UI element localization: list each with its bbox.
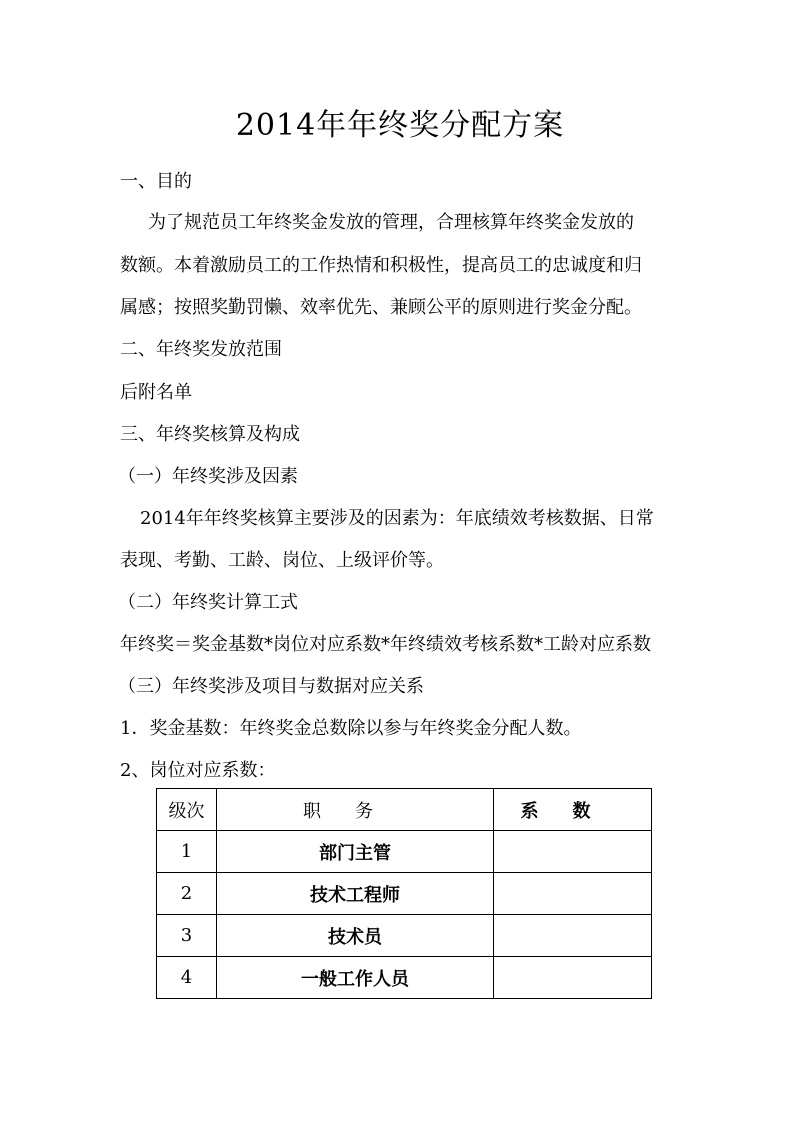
table-row	[157, 957, 652, 999]
table-cell	[494, 915, 652, 957]
paragraph-line: 2、岗位对应系数：	[120, 760, 276, 781]
table-header-cell: 职务	[217, 789, 494, 831]
table-cell: 4	[157, 957, 217, 999]
paragraph-line: 为了规范员工年终奖金发放的管理，合理核算年终奖金发放的	[148, 212, 634, 233]
table-cell: 技术工程师	[217, 873, 494, 915]
table-cell	[494, 957, 652, 999]
subsection-heading: （一）年终奖涉及因素	[118, 466, 298, 487]
table-cell: 技术员	[217, 915, 494, 957]
table-header-cell: 级次	[157, 789, 217, 831]
table-row	[157, 831, 652, 873]
paragraph-line: 属感；按照奖勤罚懒、效率优先、兼顾公平的原则进行奖金分配。	[120, 297, 642, 318]
paragraph-line: 表现、考勤、工龄、岗位、上级评价等。	[120, 550, 444, 571]
table-cell: 2	[157, 873, 217, 915]
paragraph-line: 1．奖金基数：年终奖金总数除以参与年终奖金分配人数。	[120, 718, 582, 739]
table-cell: 部门主管	[217, 831, 494, 873]
table-header-cell: 系数	[494, 789, 652, 831]
coefficient-table	[156, 788, 652, 999]
table-row	[157, 915, 652, 957]
document-title: 2014年年终奖分配方案	[235, 108, 565, 143]
paragraph-line: 数额。本着激励员工的工作热情和积极性，提高员工的忠诚度和归	[120, 255, 642, 276]
section-1-heading: 一、目的	[120, 171, 192, 192]
table-cell: 3	[157, 915, 217, 957]
table-header-row	[157, 789, 652, 831]
table-row	[157, 873, 652, 915]
formula-line: 年终奖＝奖金基数*岗位对应系数*年终绩效考核系数*工龄对应系数	[120, 634, 651, 655]
paragraph-line: 后附名单	[120, 382, 192, 403]
section-2-heading: 二、年终奖发放范围	[120, 339, 282, 360]
table-cell	[494, 873, 652, 915]
subsection-heading: （二）年终奖计算工式	[118, 592, 298, 613]
paragraph-line: 2014年年终奖核算主要涉及的因素为：年底绩效考核数据、日常	[140, 508, 654, 529]
table-cell: 一般工作人员	[217, 957, 494, 999]
table-cell	[494, 831, 652, 873]
section-3-heading: 三、年终奖核算及构成	[120, 424, 300, 445]
table-cell: 1	[157, 831, 217, 873]
subsection-heading: （三）年终奖涉及项目与数据对应关系	[118, 676, 424, 697]
